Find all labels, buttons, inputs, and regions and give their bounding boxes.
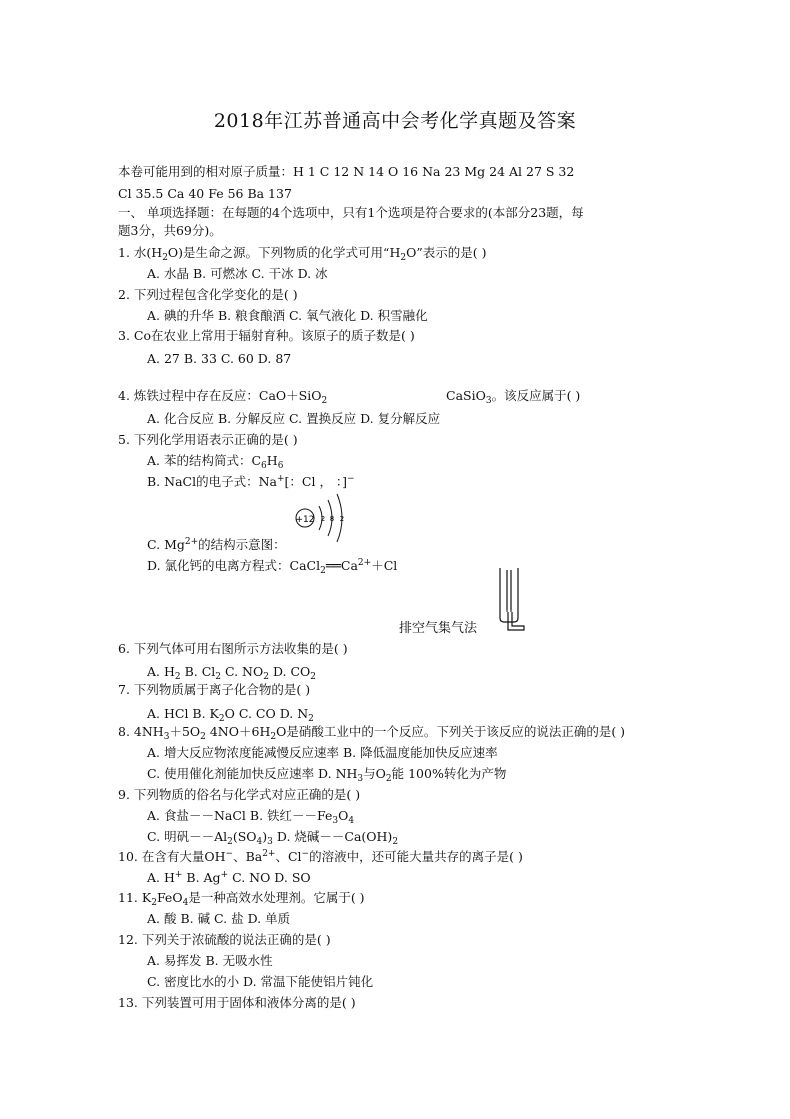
question-7-stem: 7. 下列物质属于离子化合物的是( ) xyxy=(118,682,311,697)
question-9-options-ab: A. 食盐－－NaCl B. 铁红$--Fe_3O_4$ xyxy=(147,808,355,826)
question-10-options: A. H+ B. Ag+ C. NO D. SO xyxy=(147,870,311,885)
question-13-stem: 13. 下列装置可用于固体和液体分离的是( ) xyxy=(118,995,356,1010)
question-9-options-cd: C. 明矾$--Al_2(SO_4)_3$ D. 烧碱$--Ca(OH)_2$ xyxy=(147,829,399,847)
section-instructions-line-2: 题3分，共69分)。 xyxy=(118,223,222,238)
question-5-stem: 5. 下列化学用语表示正确的是( ) xyxy=(118,432,298,447)
question-12-stem: 12. 下列关于浓硫酸的说法正确的是( ) xyxy=(118,932,331,947)
question-11-stem: 11. $K_2FeO_4$是一种高效水处理剂。它属于( ) xyxy=(118,890,365,908)
question-2-options: A. 碘的升华 B. 粮食酿酒 C. 氧气液化 D. 积雪融化 xyxy=(147,308,428,323)
question-6-options: A. $H_2$ B. $Cl_2$ C. $NO_2$ D. $CO_2$ xyxy=(147,664,317,682)
gas-collection-apparatus xyxy=(496,566,526,634)
question-5-option-d: D. 氯化钙的电离方程式：$CaCl_2══Ca^{2+}+Cl$ xyxy=(147,558,398,576)
question-7-options: A. HCl B. $K_2O$ C. CO D. $N_2$ xyxy=(147,706,314,724)
question-8-options-cd: C. 使用催化剂能加快反应速率 D. $NH_3$与$O_2$能 100%转化为产物 xyxy=(147,766,507,784)
question-8-options-ab: A. 增大反应物浓度能减慢反应速率 B. 降低温度能加快反应速率 xyxy=(147,745,498,760)
nucleus-charge-label: +12 xyxy=(295,515,315,525)
mg-ion-structure-diagram xyxy=(292,492,352,544)
question-5-option-c: C. $Mg^{2+}$的结构示意图： xyxy=(147,537,286,552)
shell-3-electrons: 2 xyxy=(339,515,345,523)
page-title: 2018年江苏普通高中会考化学真题及答案 xyxy=(213,110,577,132)
shell-1-electrons: 2 xyxy=(320,515,326,523)
figure-caption: 排空气集气法 xyxy=(399,621,478,636)
question-3-options: A. 27 B. 33 C. 60 D. 87 xyxy=(147,351,292,366)
section-instructions-line-1: 一、 单项选择题：在每题的4个选项中，只有1个选项是符合要求的(本部分23题，每 xyxy=(118,205,584,220)
question-6-stem: 6. 下列气体可用右图所示方法收集的是( ) xyxy=(118,641,348,656)
question-4-stem-left: 4. 炼铁过程中存在反应：CaO＋SiO$_2$ xyxy=(118,388,328,406)
question-9-stem: 9. 下列物质的俗名与化学式对应正确的是( ) xyxy=(118,787,361,802)
atomic-masses-line-1: 本卷可能用到的相对原子质量：H 1 C 12 N 14 O 16 Na 23 Mg 24 Al 27 S 32 xyxy=(118,164,575,179)
question-12-options-ab: A. 易挥发 B. 无吸水性 xyxy=(147,953,273,968)
atomic-masses-line-2: Cl 35.5 Ca 40 Fe 56 Ba 137 xyxy=(118,186,292,201)
shell-2-electrons: 8 xyxy=(329,515,335,523)
question-10-stem: 10. 在含有大量OH−、$Ba^{2+}$、Cl−的溶液中，还可能大量共存的离子是( ) xyxy=(118,849,523,864)
question-4-options: A. 化合反应 B. 分解反应 C. 置换反应 D. 复分解反应 xyxy=(147,411,441,426)
question-5-option-a: A. 苯的结构简式：$C_6H_6$ xyxy=(147,453,284,471)
question-12-options-cd: C. 密度比水的小 D. 常温下能使铝片钝化 xyxy=(147,974,374,989)
question-1-options: A. 水晶 B. 可燃冰 C. 干冰 D. 冰 xyxy=(147,266,328,281)
question-2-stem: 2. 下列过程包含化学变化的是( ) xyxy=(118,287,298,302)
question-3-stem: 3. Co在农业上常用于辐射育种。该原子的质子数是( ) xyxy=(118,328,415,343)
question-1-stem: 1. 水$(H_2O)$是生命之源。下列物质的化学式可用“$H_2O$”表示的是( ) xyxy=(118,245,487,263)
question-4-stem-right: CaSiO$_3$。该反应属于( ) xyxy=(446,388,581,406)
question-11-options: A. 酸 B. 碱 C. 盐 D. 单质 xyxy=(147,911,291,926)
question-5-option-b: B. NaCl的电子式：Na+[：Cl ， ：]− xyxy=(147,474,355,489)
question-8-stem: 8. $4NH_3+5O_2$ $4NO+6H_2O$是硝酸工业中的一个反应。下列关于该反应的说法正确的是( ) xyxy=(118,724,626,742)
